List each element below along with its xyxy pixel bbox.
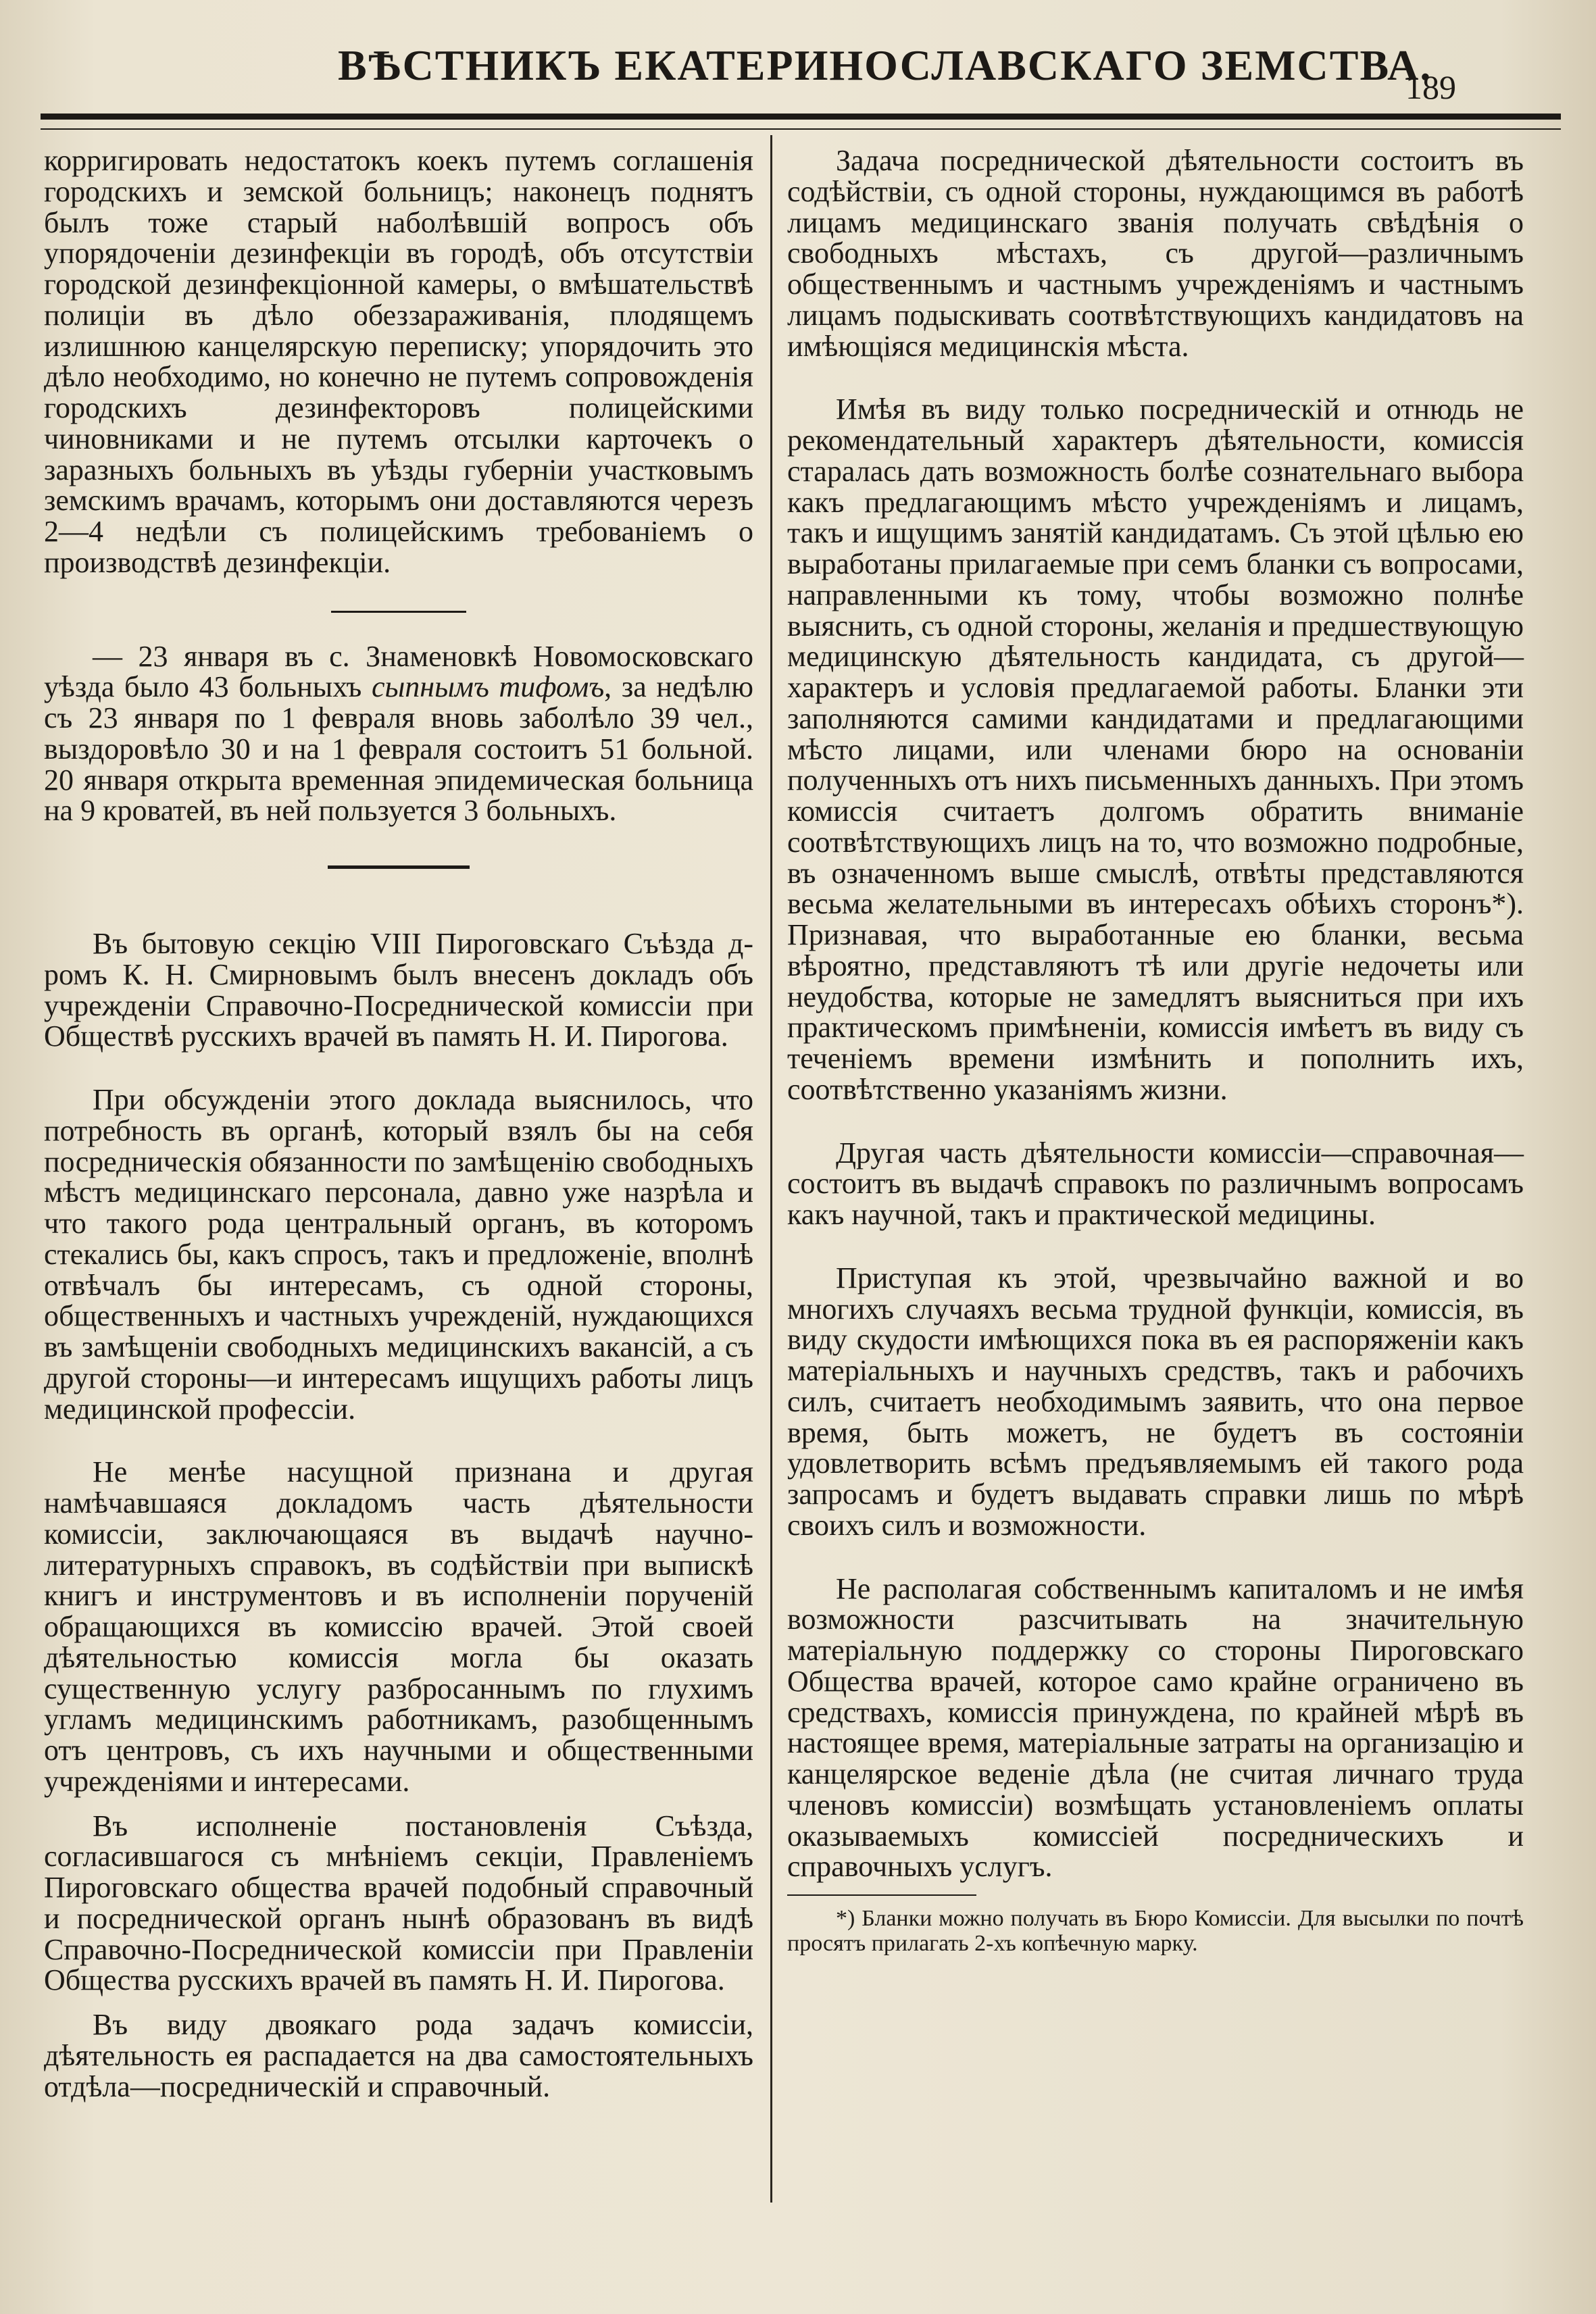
left-column	[44, 145, 753, 2134]
paragraph: Задача посреднической дѣятельности состоитъ въ содѣйствіи, съ одной стороны, нуждающимся въ работѣ лицамъ медицинскаго званія получать свѣдѣнія о свободныхъ мѣстахъ, съ другой—различнымъ общественнымъ и частнымъ учрежденіямъ и частнымъ лицамъ подыскивать соотвѣтствующихъ кандидатовъ на имѣющіяся медицинскія мѣста.	[787, 144, 1524, 363]
paragraph: Въ бытовую секцію VIII Пироговскаго Съѣзда д-ромъ К. Н. Смирновымъ былъ внесенъ докладъ объ учрежденіи Справочно-Посреднической комиссіи при Обществѣ русскихъ врачей въ память Н. И. Пирогова.	[44, 927, 753, 1053]
right-column	[787, 145, 1524, 1988]
section-separator	[328, 865, 470, 869]
text-run: , за недѣлю съ 23 января по 1 февраля вновь заболѣло 39 чел., выздоровѣло 30 и на 1 февраля состоитъ 51 больной. 20 января открыта временная эпидемическая больница на 9 кроватей, въ ней пользуется 3 больныхъ.	[44, 670, 753, 828]
paragraph: Въ исполненіе постановленія Съѣзда, согласившагося съ мнѣніемъ секціи, Правленіемъ Пироговскаго общества врачей подобный справочный и посреднической органъ нынѣ образованъ въ видѣ Справочно-Посреднической комиссіи при Правленіи Общества русскихъ врачей въ память Н. И. Пирогова.	[44, 1809, 753, 1997]
epidemic-report-paragraph	[44, 641, 753, 827]
paragraph: Приступая къ этой, чрезвычайно важной и во многихъ случаяхъ весьма трудной функціи, комиссія, въ виду скудости имѣющихся пока въ ея распоряженіи какъ матеріальныхъ и научныхъ средствъ, такъ и рабочихъ силъ, считаетъ необходимымъ заявить, что она первое время, быть можетъ, не будетъ въ состояніи удовлетворить всѣмъ предъявляемымъ ей такого рода запросамъ и будетъ выдавать справки лишь по мѣрѣ своихъ силъ и возможности.	[787, 1261, 1524, 1542]
section-separator	[331, 611, 466, 613]
paragraph: При обсужденіи этого доклада выяснилось, что потребность въ органѣ, который взялъ бы на себя посредническія обязанности по замѣщенію свободныхъ мѣстъ медицинскаго персонала, давно уже назрѣла и что такого рода центральный органъ, въ которомъ стекались бы, какъ спросъ, такъ и предложеніе, вполнѣ отвѣчалъ бы интересамъ, съ одной стороны, общественныхъ и частныхъ учрежденій, нуждающихся въ замѣщеніи свободныхъ медицинскихъ вакансій, а съ другой стороны—и интересамъ ищущихъ работы лицъ медицинской профессіи.	[44, 1083, 753, 1426]
italic-text-run: сыпнымъ тифомъ	[371, 670, 605, 704]
header-rule-thin	[41, 128, 1561, 130]
text-run: — 23 января въ с. Знаменовкѣ Новомосковскаго уѣзда было 43 больныхъ	[44, 639, 753, 704]
paragraph: Другая часть дѣятельности комиссіи—справочная—состоитъ въ выдачѣ справокъ по различнымъ вопросамъ какъ научной, такъ и практической медицины.	[787, 1136, 1524, 1231]
page-number: 189	[1405, 68, 1456, 106]
footnote: *) Бланки можно получать въ Бюро Комиссіи. Для высылки по почтѣ просятъ прилагать 2-хъ копѣечную марку.	[787, 1906, 1524, 1956]
paragraph: Имѣя въ виду только посредническій и отнюдь не рекомендательный характеръ дѣятельности, комиссія старалась дать возможность болѣе сознательнаго выбора какъ предлагающимъ мѣсто учрежденіямъ и лицамъ, такъ и ищущимъ занятій кандидатамъ. Съ этой цѣлью ею выработаны прилагаемые при семъ бланки съ вопросами, направленными къ тому, чтобы возможно полнѣе выяснить, съ одной стороны, желанія и предшествующую медицинскую дѣятельность кандидата, съ другой—характеръ и условія предлагаемой работы. Бланки эти заполняются самими кандидатами и предлагающими мѣсто лицами, или членами бюро на основаніи полученныхъ отъ нихъ письменныхъ данныхъ. При этомъ комиссія считаетъ долгомъ обратить вниманіе соотвѣтствующихъ лицъ на то, что возможно подробные, въ означенномъ выше смыслѣ, отвѣты представляются весьма желательными въ интересахъ обѣихъ сторонъ*). Признавая, что выработанные ею бланки, весьма вѣроятно, представляютъ тѣ или другіе недочеты или неудобства, которые не замедлятъ выясниться при ихъ практическомъ примѣненіи, комиссія имѣетъ въ виду съ теченіемъ времени измѣнить и пополнить ихъ, соотвѣтственно указаніямъ жизни.	[787, 393, 1524, 1106]
column-divider	[770, 135, 772, 2203]
paragraph: корригировать недостатокъ коекъ путемъ соглашенія городскихъ и земской больницъ; наконецъ поднятъ былъ тоже старый наболѣвшій вопросъ объ упорядоченіи дезинфекціи въ городѣ, объ отсутствіи городской дезинфекціонной камеры, о вмѣшательствѣ полиціи въ дѣло обеззараживанія, плодящемъ излишнюю канцелярскую переписку; упорядочить это дѣло необходимо, но конечно не путемъ сопровожденія городскихъ дезинфекторовъ полицейскими чиновниками и не путемъ отсылки карточекъ о заразныхъ больныхъ въ уѣзды губерніи участковымъ земскимъ врачамъ, которымъ они доставляются черезъ 2—4 недѣли съ полицейскимъ требованіемъ о производствѣ дезинфекціи.	[44, 144, 753, 579]
page-header	[41, 20, 1561, 108]
paragraph: Въ виду двоякаго рода задачъ комиссіи, дѣятельность ея распадается на два самостоятельныхъ отдѣла—посредническій и справочный.	[44, 2008, 753, 2103]
journal-title: ВѢСТНИКЪ ЕКАТЕРИНОСЛАВСКАГО ЗЕМСТВА.	[338, 41, 1432, 89]
footnote-rule	[787, 1894, 976, 1896]
paragraph: Не располагая собственнымъ капиталомъ и не имѣя возможности разсчитывать на значительную матеріальную поддержку со стороны Пироговскаго Общества врачей, которое само крайне ограничено въ средствахъ, комиссія принуждена, по крайней мѣрѣ въ настоящее время, матеріальные затраты на организацію и канцелярское веденіе дѣла (не считая личнаго труда членовъ комиссіи) возмѣщать установленіемъ оплаты оказываемыхъ комиссіей посредническихъ и справочныхъ услугъ.	[787, 1571, 1524, 1884]
header-rule-thick	[41, 114, 1561, 120]
paragraph: Не менѣе насущной признана и другая намѣчавшаяся докладомъ часть дѣятельности комиссіи, заключающаяся въ выдачѣ научно-литературныхъ справокъ, въ содѣйствіи при выпискѣ книгъ и инструментовъ и въ исполненіи порученій обращающихся въ комиссію врачей. Этой своей дѣятельностью комиссія могла бы оказать существенную услугу разбросаннымъ по глухимъ угламъ медицинскимъ работникамъ, разобщеннымъ отъ центровъ, съ ихъ научными и общественными учрежденіями и интересами.	[44, 1455, 753, 1798]
